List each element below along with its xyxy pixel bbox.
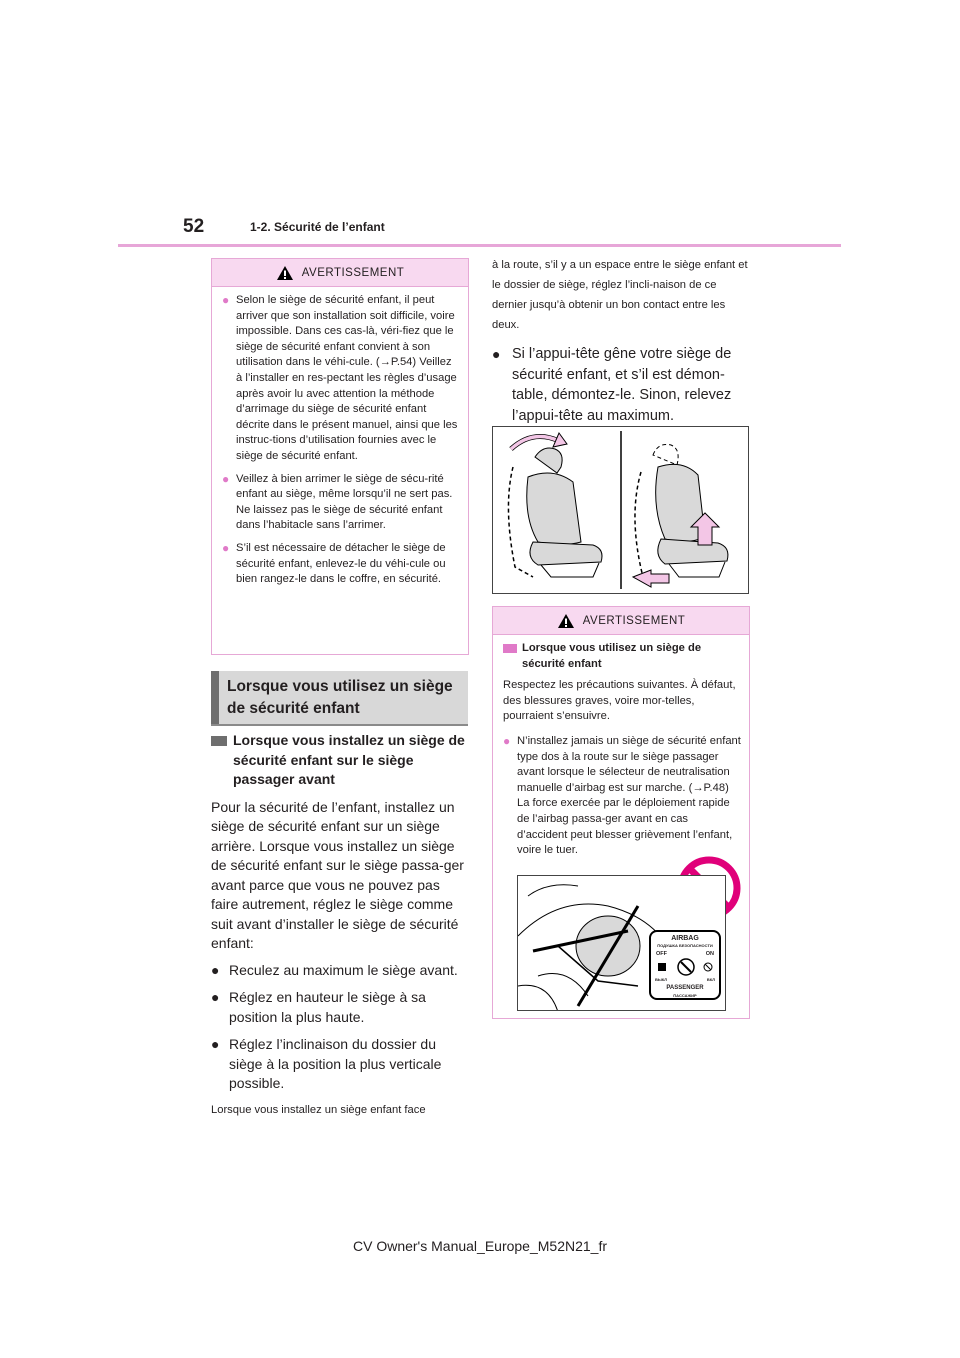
airbag-switch-panel: AIRBAG ПОДУШКА БЕЗОПАСНОСТИ OFF ON ВЫКЛ ВКЛ PASSENGER ПАССАЖИР bbox=[649, 930, 721, 1000]
right-column bbox=[492, 255, 750, 426]
bullet-dot-icon: ● bbox=[211, 989, 220, 1005]
header-rule bbox=[118, 244, 841, 247]
warning-body bbox=[212, 287, 468, 601]
warning-box-1 bbox=[211, 258, 469, 655]
seat-left-icon bbox=[508, 433, 602, 577]
step-item: ● Reculez au maximum le siège avant. bbox=[211, 961, 469, 981]
warning-title: AVERTISSEMENT bbox=[582, 614, 686, 627]
airbag-on-indicator-icon bbox=[703, 962, 713, 972]
square-bullet-icon bbox=[211, 736, 227, 746]
airbag-off-indicator-icon bbox=[657, 962, 667, 972]
warning-triangle-icon bbox=[276, 265, 294, 281]
warning-item: ● Selon le siège de sécurité enfant, il peut arriver que son installation soit difficile, voire impossible. Dans ces cas-là, véri-fiez que le siège de sécurité enfant convient à son utilisation dans le véhi-cule. (→P.54) Veillez à l’installer en res-pectant les règles d’usage après avoir lu avec attention la méthode d’arrimage du siège de sécurité enfant décrite dans le présent manuel, ainsi que les instruc-tions d’utilisation fournies avec le siège de sécurité enfant. bbox=[222, 293, 460, 465]
warning-subheading: Lorsque vous utilisez un siège de sécurité enfant bbox=[503, 641, 741, 672]
bullet-dot-icon: ● bbox=[222, 471, 230, 486]
bullet-dot-icon: ● bbox=[222, 293, 230, 307]
bullet-dot-icon: ● bbox=[492, 346, 501, 362]
bullet-dot-icon: ● bbox=[222, 540, 230, 555]
main-heading: Lorsque vous utilisez un siège de sécurité enfant bbox=[211, 671, 468, 725]
left-column bbox=[211, 731, 469, 1118]
warning-header bbox=[212, 259, 468, 287]
seat-right-icon bbox=[633, 444, 728, 587]
heading-underline bbox=[211, 724, 468, 726]
warning-header bbox=[493, 607, 749, 635]
airbag-key-switch-icon bbox=[677, 958, 695, 976]
bullet-dot-icon: ● bbox=[211, 1036, 220, 1052]
footer-doc-id: CV Owner's Manual_Europe_M52N21_fr bbox=[352, 1238, 608, 1254]
section-title: 1-2. Sécurité de l’enfant bbox=[250, 220, 385, 234]
page-number: 52 bbox=[183, 216, 205, 237]
headrest-step: ● Si l’appui-tête gêne votre siège de sécurité enfant, et s’il est démon-table, démontez-le. Sinon, relevez l’appui-tête au maximum. bbox=[492, 344, 750, 426]
airbag-illustration bbox=[517, 875, 726, 1011]
note-start: Lorsque vous installez un siège enfant face bbox=[211, 1103, 426, 1116]
warning-item: ● Veillez à bien arrimer le siège de sécu-rité enfant au siège, même lorsqu’il ne sert pas. Ne laissez pas le siège de sécurité enfant dans l’habitacle sans l’arrimer. bbox=[222, 472, 460, 534]
warning-item: ● S’il est nécessaire de détacher le siège de sécurité enfant, enlevez-le du véhi-cule ou bien rangez-le dans le coffre, en sécurité. bbox=[222, 541, 460, 588]
warning-intro: Respectez les précautions suivantes. À défaut, des blessures graves, voire mor-telles, pourraient s’ensuivre. bbox=[503, 679, 736, 723]
body-paragraph: Pour la sécurité de l’enfant, installez un siège de sécurité enfant sur un siège arrière. Lorsque vous installez un siège de sécurité enfant sur le siège passa-ger avant parce que vous ne pouvez pas faire autrement, réglez le siège comme suit avant d’installer le siège de sécurité enfant: bbox=[211, 798, 464, 951]
warning-triangle-icon bbox=[557, 613, 575, 629]
square-bullet-icon bbox=[503, 644, 517, 653]
note-continued: à la route, s’il y a un espace entre le siège enfant et le dossier de siège, réglez l’incli-naison de ce dernier jusqu’à obtenir un bon contact entre les deux. bbox=[492, 259, 748, 331]
warning-title: AVERTISSEMENT bbox=[301, 266, 405, 279]
warning-box-2 bbox=[492, 606, 750, 1019]
warning-item: ● N’installez jamais un siège de sécurité enfant type dos à la route sur le siège passager avant lorsque le sélecteur de neutralisation manuelle d’airbag est sur marche. (→P.48) La force exercée par le déploiement rapide de l’airbag passa-ger avant en cas d’accident peut blesser grièvement l’enfant, voire le tuer. bbox=[503, 734, 741, 859]
warning-body bbox=[493, 635, 749, 872]
step-item: ● Réglez en hauteur le siège à sa position la plus haute. bbox=[211, 988, 469, 1027]
bullet-dot-icon: ● bbox=[503, 733, 511, 748]
seat-adjustment-illustration bbox=[492, 426, 749, 594]
subheading: Lorsque vous installez un siège de sécurité enfant sur le siège passager avant bbox=[211, 731, 469, 790]
step-item: ● Réglez l’inclinaison du dossier du siège à la position la plus verticale possible. bbox=[211, 1035, 469, 1094]
bullet-dot-icon: ● bbox=[211, 961, 220, 978]
seat-drawing bbox=[493, 427, 748, 593]
